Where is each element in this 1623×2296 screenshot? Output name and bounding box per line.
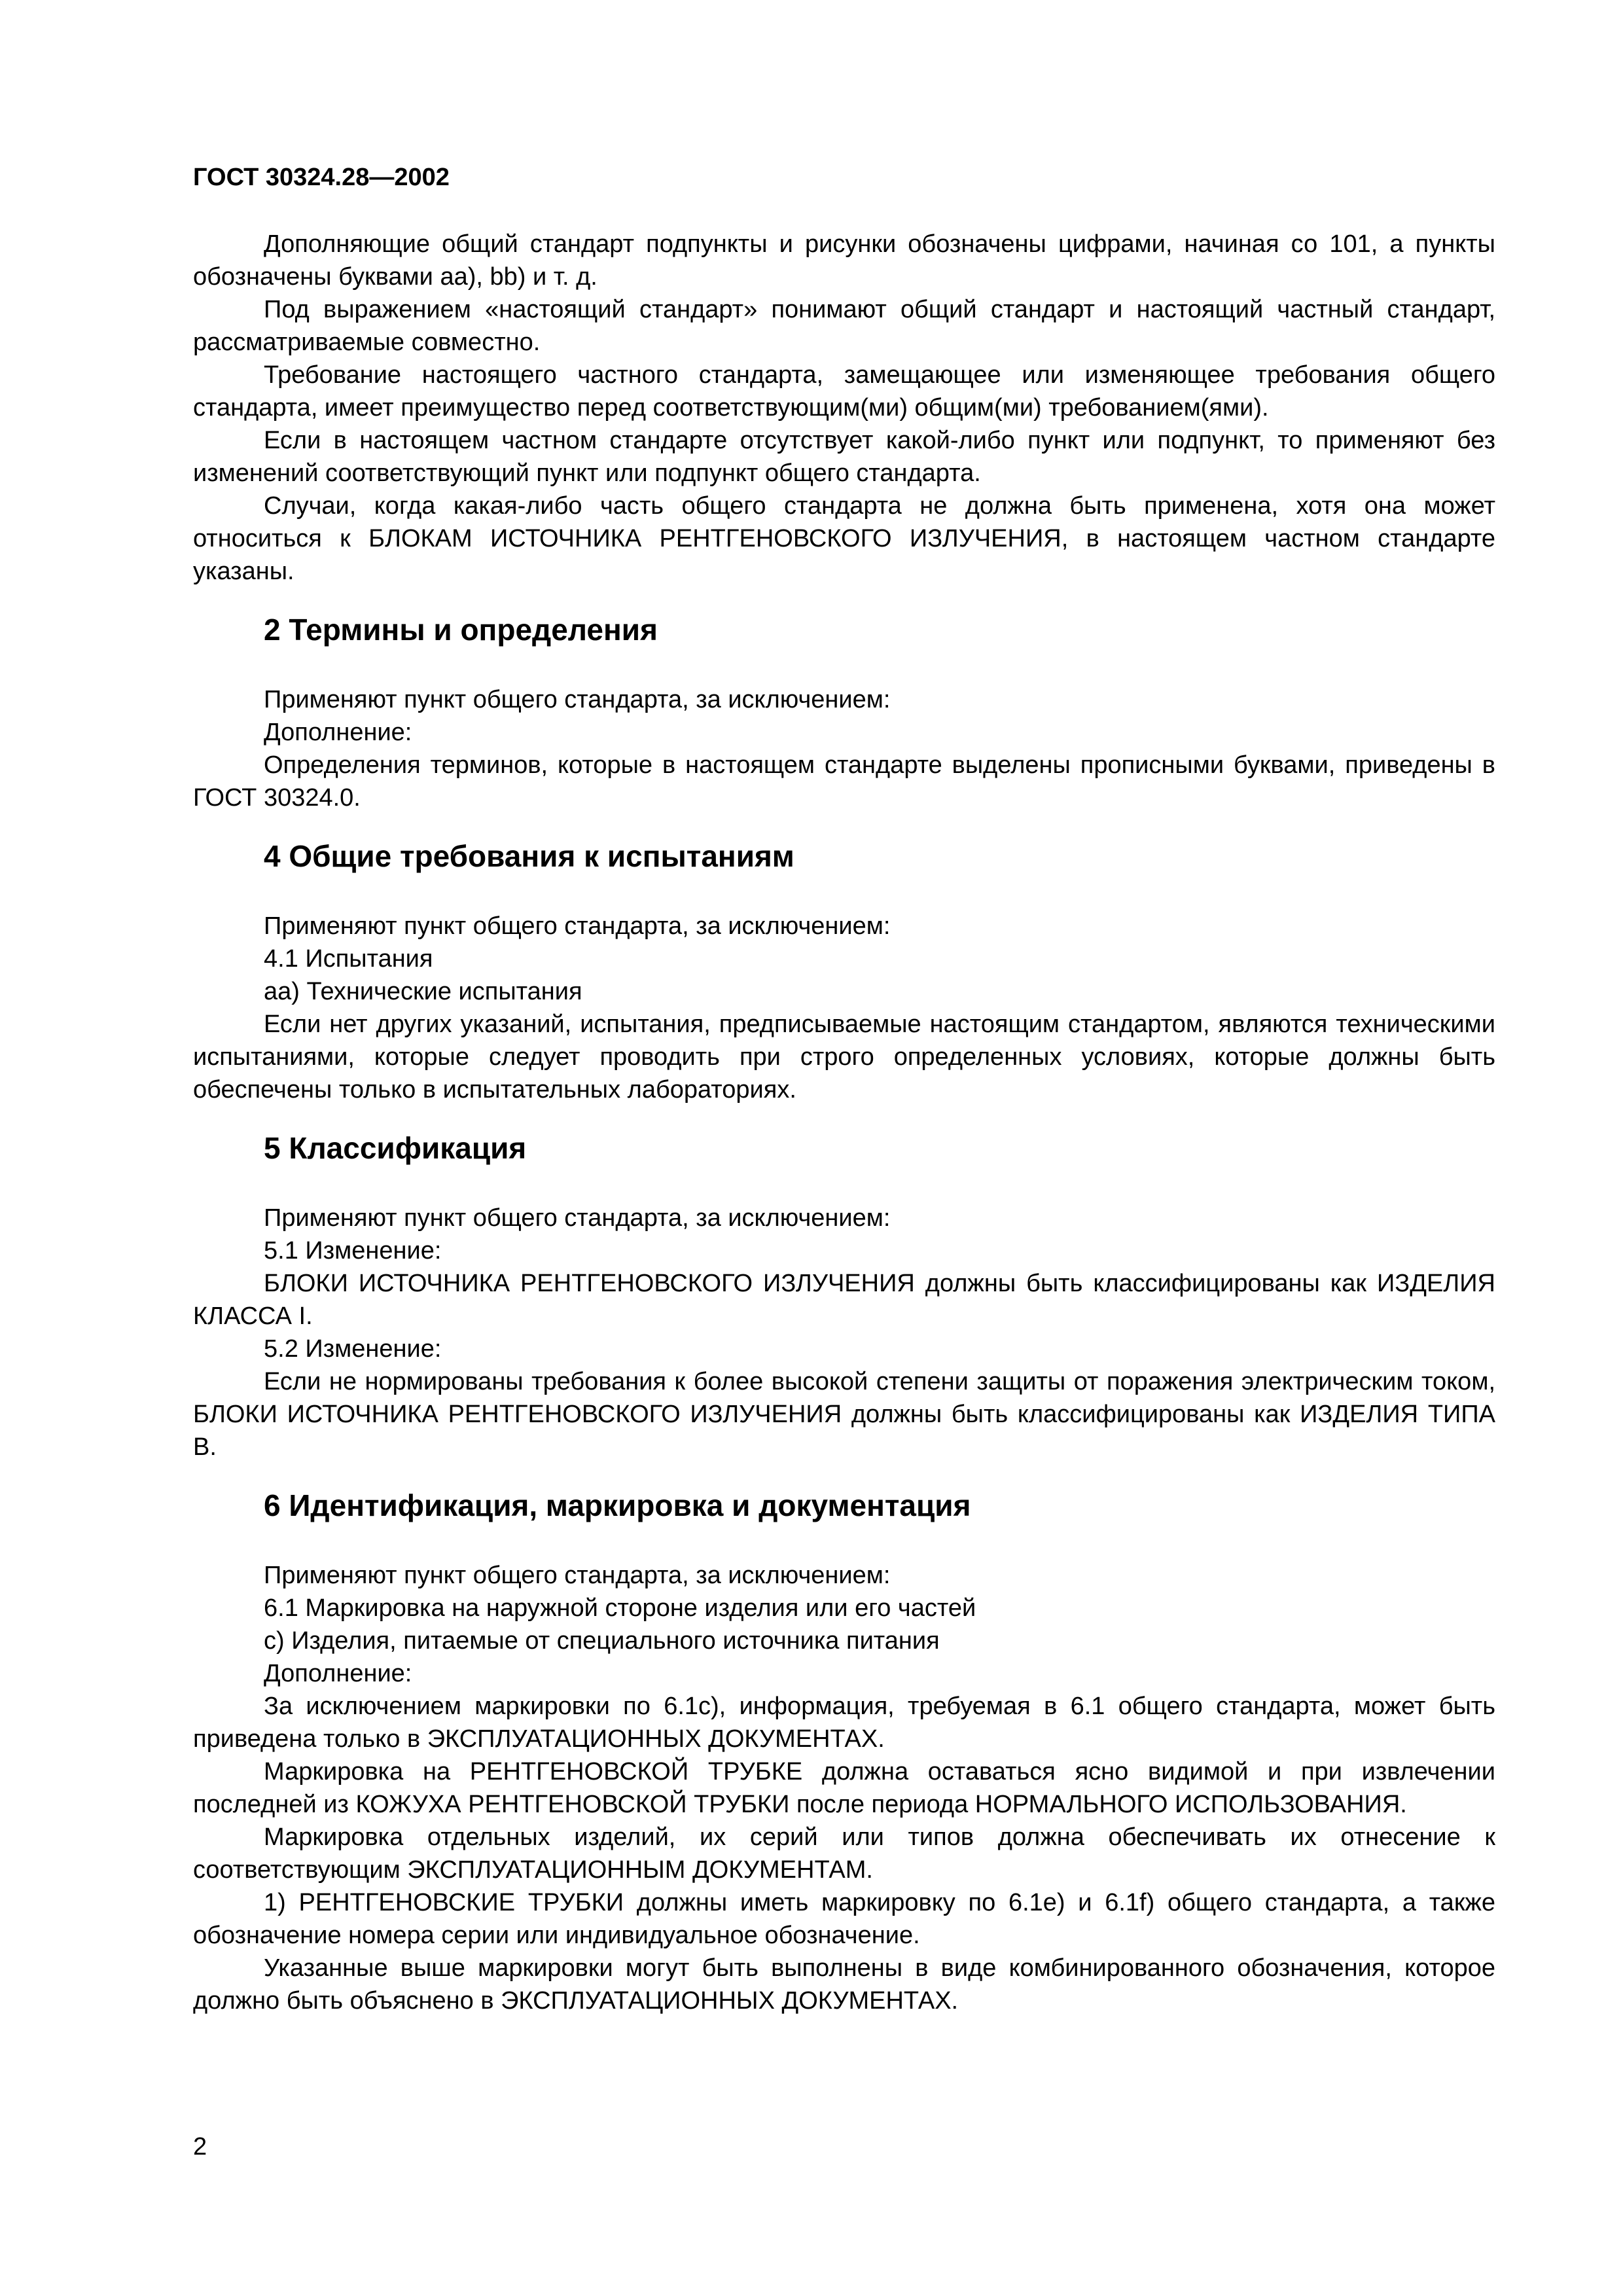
document-header: ГОСТ 30324.28—2002 bbox=[193, 164, 450, 191]
section-identification bbox=[193, 1486, 1495, 2017]
paragraph: Если в настоящем частном стандарте отсутствует какой-либо пункт или подпункт, то применяют без изменений соответствующий пункт или подпункт общего стандарта. bbox=[193, 427, 1495, 487]
paragraph: Применяют пункт общего стандарта, за исключением: bbox=[264, 1204, 891, 1232]
paragraph: Применяют пункт общего стандарта, за исключением: bbox=[264, 1562, 891, 1589]
paragraph: 5.2 Изменение: bbox=[264, 1335, 442, 1363]
paragraph: 4.1 Испытания bbox=[264, 945, 433, 973]
section-terms bbox=[193, 610, 1495, 814]
paragraph: Под выражением «настоящий стандарт» понимают общий стандарт и настоящий частный стандарт, рассматриваемые совместно. bbox=[193, 296, 1495, 356]
paragraph: Случаи, когда какая-либо часть общего стандарта не должна быть применена, хотя она может относиться к БЛОКАМ ИСТОЧНИКА РЕНТГЕНОВСКОГО ИЗЛУЧЕНИЯ, в настоящем частном стандарте указаны. bbox=[193, 492, 1495, 585]
section-heading: 6 Идентификация, маркировка и документация bbox=[264, 1488, 971, 1522]
paragraph: Применяют пункт общего стандарта, за исключением: bbox=[264, 686, 891, 713]
paragraph: Дополнение: bbox=[264, 1660, 412, 1687]
paragraph: Требование настоящего частного стандарта, замещающее или изменяющее требования общего стандарта, имеет преимущество перед соответствующим(ми) общим(ми) требованием(ями). bbox=[193, 361, 1495, 422]
paragraph: 6.1 Маркировка на наружной стороне изделия или его частей bbox=[264, 1594, 976, 1622]
paragraph: 5.1 Изменение: bbox=[264, 1237, 442, 1265]
paragraph: Указанные выше маркировки могут быть выполнены в виде комбинированного обозначения, которое должно быть объяснено в ЭКСПЛУАТАЦИОННЫХ ДОКУМЕНТАХ. bbox=[193, 1954, 1495, 2015]
paragraph: Определения терминов, которые в настоящем стандарте выделены прописными буквами, приведены в ГОСТ 30324.0. bbox=[193, 751, 1495, 812]
section-heading: 5 Классификация bbox=[264, 1131, 527, 1165]
paragraph: Маркировка отдельных изделий, их серий или типов должна обеспечивать их отнесение к соответствующим ЭКСПЛУАТАЦИОННЫМ ДОКУМЕНТАМ. bbox=[193, 1823, 1495, 1884]
page-number: 2 bbox=[193, 2133, 207, 2161]
section-heading: 2 Термины и определения bbox=[264, 613, 658, 647]
section-test-requirements bbox=[193, 836, 1495, 1106]
document-body bbox=[193, 228, 1495, 2017]
paragraph: Дополнение: bbox=[264, 719, 412, 746]
intro-section bbox=[193, 228, 1495, 588]
section-classification bbox=[193, 1128, 1495, 1463]
paragraph: Дополняющие общий стандарт подпункты и рисунки обозначены цифрами, начиная со 101, а пункты обозначены буквами аа), bb) и т. д. bbox=[193, 230, 1495, 291]
paragraph: За исключением маркировки по 6.1с), информация, требуемая в 6.1 общего стандарта, может быть приведена только в ЭКСПЛУАТАЦИОННЫХ ДОКУМЕНТАХ. bbox=[193, 1693, 1495, 1753]
paragraph: БЛОКИ ИСТОЧНИКА РЕНТГЕНОВСКОГО ИЗЛУЧЕНИЯ должны быть классифицированы как ИЗДЕЛИЯ КЛАССА I. bbox=[193, 1270, 1495, 1330]
paragraph: Если не нормированы требования к более высокой степени защиты от поражения электрическим током, БЛОКИ ИСТОЧНИКА РЕНТГЕНОВСКОГО ИЗЛУЧЕНИЯ должны быть классифицированы как ИЗДЕЛИЯ ТИПА В. bbox=[193, 1368, 1495, 1461]
paragraph: аа) Технические испытания bbox=[264, 978, 582, 1005]
paragraph: с) Изделия, питаемые от специального источника питания bbox=[264, 1627, 940, 1655]
paragraph: 1) РЕНТГЕНОВСКИЕ ТРУБКИ должны иметь маркировку по 6.1е) и 6.1f) общего стандарта, а также обозначение номера серии или индивидуальное обозначение. bbox=[193, 1889, 1495, 1949]
paragraph: Маркировка на РЕНТГЕНОВСКОЙ ТРУБКЕ должна оставаться ясно видимой и при извлечении последней из КОЖУХА РЕНТГЕНОВСКОЙ ТРУБКИ после периода НОРМАЛЬНОГО ИСПОЛЬЗОВАНИЯ. bbox=[193, 1758, 1495, 1818]
section-heading: 4 Общие требования к испытаниям bbox=[264, 839, 794, 873]
paragraph: Если нет других указаний, испытания, предписываемые настоящим стандартом, являются техническими испытаниями, которые следует проводить при строго определенных условиях, которые должны быть обеспечены только в испытательных лабораториях. bbox=[193, 1011, 1495, 1103]
paragraph: Применяют пункт общего стандарта, за исключением: bbox=[264, 912, 891, 940]
